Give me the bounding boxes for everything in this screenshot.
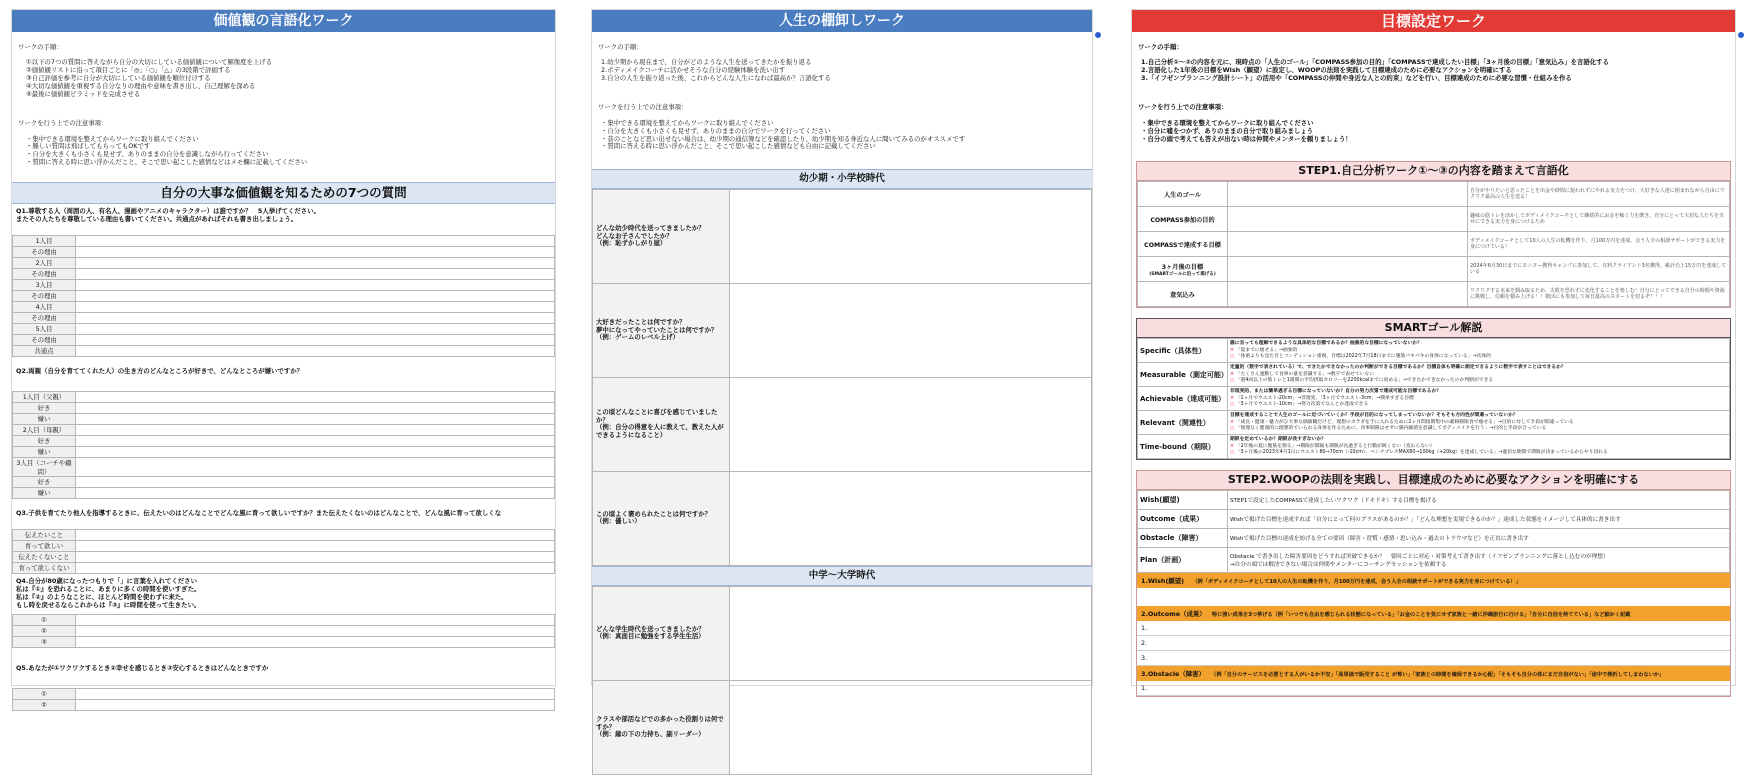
step1-label-text: COMPASSで達成する目標	[1144, 241, 1221, 249]
instruction-line: ④大切な価値観を重視する自分なりの理由や意味を書き出し、自己理解を深める	[26, 81, 256, 90]
answer-cell[interactable]	[76, 476, 555, 487]
woop-desc: Wishで掲げた目標を達成すれば「自分にとって何のプラスがあるのか？」「どんな理想を実現できるのか？」達成した状態をイメージして具体的に書き出す	[1228, 510, 1730, 529]
instruction-line: ・自分を大きくも小さくも見せず、ありのままの自分でワークを行ってください	[601, 126, 831, 135]
wish-input[interactable]	[1137, 588, 1730, 606]
step1-table	[1137, 181, 1730, 307]
woop-label: Outcome（成果）	[1138, 510, 1228, 529]
sheet3-title: 目標設定ワーク	[1132, 10, 1735, 32]
question-cell: 大好きだったことは何ですか？ 夢中になってやっていたことは何ですか？ （例：ゲームのレベル上げ）	[593, 283, 730, 377]
smart-good-text: 「週4回以上の筋トレと1週間の平均摂取カロリーを2200kcalまでに収める」→できたかできなかったのか判断ができる	[1235, 377, 1494, 383]
step1-answer[interactable]	[1228, 207, 1468, 232]
row-label: 好き	[13, 402, 76, 413]
row-label: 嫌い	[13, 487, 76, 498]
answer-row	[13, 614, 555, 625]
instruction-line: 2.ボディメイクコーチに活かせそうな自分の経験体験を洗い出す	[601, 66, 786, 75]
instruction-line: ・集中できる環境を整えてからワークに取り組んでください	[26, 134, 199, 143]
step1-label	[1138, 282, 1228, 307]
numbered-row[interactable]: 3.	[1137, 651, 1730, 666]
sheet-life-inventory	[592, 10, 1092, 739]
instruction-line: ・自分の頭で考えても答えが出ない時は仲間やメンターを頼りましょう！	[1141, 134, 1352, 143]
instruction-line: 1.幼少期から現在まで、自分がどのような人生を送ってきたかを振り返る	[601, 58, 812, 67]
sheet1-instructions	[12, 32, 555, 179]
smart-good	[1230, 402, 1727, 408]
instruction-line: 3.「イフゼンプランニング設計シート」の活用や「COMPASSの仲間や身近な人との約束」などを行い、目標達成のために必要な習慣・仕組みを作る	[1141, 73, 1572, 82]
step1-title: STEP1.自己分析ワーク①〜③の内容を踏まえて言語化	[1137, 162, 1730, 181]
row-label: 伝えたくないこと	[13, 551, 76, 562]
answer-row	[13, 562, 555, 573]
answer-cell[interactable]	[730, 471, 1092, 565]
answer-cell[interactable]	[76, 246, 555, 257]
wish-label: 1.Wish(願望)	[1141, 577, 1185, 586]
step1-example: 自分がやりたいと思ったことを出金や時間に捉われずにやれる実力をつけ、大好きな人達に囲まれながら自由にワクワク最高の人生を送る！	[1468, 182, 1730, 207]
q1-text: Q1.尊敬する人（周囲の人、有名人、漫画やアニメのキャラクター）は誰ですか？ 5人挙げてください。 またその人たちを尊敬している理由も書いてください。共通点があればそれも書き出しましょう。	[16, 206, 320, 223]
answer-cell[interactable]	[76, 334, 555, 345]
row-label: 1人目（父親）	[13, 391, 76, 402]
answer-cell[interactable]	[76, 235, 555, 246]
smart-label: Time-bound（期限）	[1138, 435, 1228, 459]
answer-row	[13, 391, 555, 402]
obstacle-example: （例「自分のサービスを必要とする人がいるか不安」「高単価で販売すること が怖い」「家族との時間を確保できるか心配」「そもそも自分の体にまだ自信がない」「途中で挫折してしまわないか」	[1211, 672, 1665, 679]
outcome-example: 特に強い成果を3つ挙げる（例「いつでも自由を感じられる状態になっている」「お金のことを気にせず家族と一緒に沖縄旅行に行ける」「自分に自信を持てている」など細かく記載	[1211, 612, 1631, 619]
childhood-table	[592, 189, 1092, 566]
step1-example: ボディメイクコーチとして10人の人生の転機を作り、月100万円を達成、会う人全の相談サポートができる実力を身につけている！	[1468, 232, 1730, 257]
woop-desc: Obstacle で書き出した障害要因をどうすれば突破できるか？ 要因ごとに対応・対策考えて書き出す（イフゼンプランニングに落とし込むのが理想） →自分の頭では解決できない場合は仲間やメンターにコーチングセッションを依頼する	[1228, 548, 1730, 573]
q4-table	[12, 614, 555, 648]
smart-row	[1138, 339, 1730, 363]
step1-answer[interactable]	[1228, 282, 1468, 307]
answer-cell[interactable]	[76, 279, 555, 290]
answer-row	[13, 529, 555, 540]
smart-good-text: 「3ヶ月でウエスト-10cm」→努力次第でなんとか達成できる	[1235, 401, 1369, 407]
answer-row	[13, 290, 555, 301]
answer-row	[13, 424, 555, 435]
smart-content	[1228, 411, 1730, 435]
woop-row	[1138, 510, 1730, 529]
answer-cell[interactable]	[76, 268, 555, 279]
sheet3-notes-heading: ワークを行う上での注意事項：	[1138, 103, 1228, 112]
answer-cell[interactable]	[76, 312, 555, 323]
smart-good	[1230, 378, 1727, 384]
circle-icon: ○	[1230, 449, 1236, 455]
step1-label	[1138, 182, 1228, 207]
wish-example: （例「ボディメイクコーチとして10人の人生の転機を作り、月100万円を達成、会う人全の相談サポートができる実力を身につけている！」	[1192, 579, 1521, 586]
smart-desc: 目標を達成することで人生のゴールに近づいていくか？手段が目的になってしまっていないか？そもそも方向性が間違っていないか？	[1230, 413, 1518, 419]
answer-row	[13, 699, 555, 710]
woop-desc: STEP1で設定したCOMPASSで達成したいワクワク（ドキドキ）する目標を掲げる	[1228, 491, 1730, 510]
row-label: 育って欲しい	[13, 540, 76, 551]
answer-cell[interactable]	[76, 540, 555, 551]
answer-row	[13, 268, 555, 279]
row-label: 2人目（母親）	[13, 424, 76, 435]
answer-row	[13, 636, 555, 647]
answer-cell[interactable]	[730, 283, 1092, 377]
sheet2-notes-heading: ワークを行う上での注意事項：	[598, 103, 688, 112]
answer-cell[interactable]	[76, 446, 555, 457]
answer-cell[interactable]	[76, 529, 555, 540]
cross-icon: ✕	[1230, 419, 1236, 425]
section-childhood: 幼少期・小学校時代	[592, 169, 1092, 189]
step1-row	[1138, 207, 1730, 232]
step1-row	[1138, 257, 1730, 282]
answer-cell[interactable]	[76, 290, 555, 301]
woop-row	[1138, 491, 1730, 510]
sheet2-notes-list	[598, 120, 1086, 151]
sheet-goal-setting	[1132, 10, 1735, 693]
question-row	[593, 586, 1092, 680]
answer-cell[interactable]	[76, 257, 555, 268]
row-label: 4人目	[13, 301, 76, 312]
answer-cell[interactable]	[76, 345, 555, 356]
instruction-line: 3.自分の人生を振り返った後、これからどんな人生になれば最高か？言語化する	[601, 73, 831, 82]
answer-cell[interactable]	[730, 189, 1092, 283]
answer-row	[13, 487, 555, 498]
instruction-line: ・集中できる環境を整えてからワークに取り組んでください	[601, 118, 774, 127]
smart-label: Specific（具体性）	[1138, 339, 1228, 363]
sheet2-instr-heading: ワークの手順：	[598, 42, 643, 51]
instruction-line: 1.自己分析①〜③の内容を元に、現時点の「人生のゴール」「COMPASS参加の目的」「COMPASSで達成したい目標」「3ヶ月後の目標」「意気込み」を言語化する	[1141, 58, 1609, 67]
obstacle-bar	[1137, 666, 1730, 681]
circle-icon: ○	[1230, 425, 1236, 431]
woop-row	[1138, 548, 1730, 573]
smart-bad-text: 「1ヶ月でウエスト-20cm」→非現実、「3ヶ月でウエスト-3cm」→簡単すぎる目標	[1235, 395, 1414, 401]
outcome-label: 2.Outcome（成果）	[1141, 610, 1206, 619]
answer-row	[13, 402, 555, 413]
cross-icon: ✕	[1230, 371, 1236, 377]
step1-example: 2024年6月30日までにモニター獲得キャンプに参加して、有料クライアント3名獲得、累計売上15万円を達成している	[1468, 257, 1730, 282]
question-cell: どんな学生時代を送ってきましたか？ （例：真面目に勉強をする学生生活）	[593, 586, 730, 680]
smart-good	[1230, 450, 1727, 456]
smart-row	[1138, 435, 1730, 459]
instruction-line: 2.言語化した1年後の目標をWish（願望）に設定し、WOOPの法則を実践して目標達成のために必要なアクションを明確にする	[1141, 66, 1512, 75]
outcome-bar	[1137, 606, 1730, 621]
sheet1-instr-heading: ワークの手順：	[18, 42, 63, 51]
woop-desc: Wishで掲げた目標の達成を妨げる全ての要因（障害・習慣・感情・思い込み・過去のトラウマなど）を正直に書き出す	[1228, 529, 1730, 548]
sheet1-title: 価値観の言語化ワーク	[12, 10, 555, 32]
smart-desc: 定量的（数字で表されている）で、できたかできなかったのか判断ができる目標であるか？目標自体も明確に測定できるように数字で表すことはできるか？	[1230, 365, 1566, 371]
outcome-list	[1137, 621, 1730, 666]
step1-row	[1138, 282, 1730, 307]
smart-title: SMARTゴール解説	[1137, 319, 1730, 338]
smart-label: Relevant（関連性）	[1138, 411, 1228, 435]
answer-row	[13, 301, 555, 312]
row-label: 3人目	[13, 279, 76, 290]
woop-row	[1138, 529, 1730, 548]
step1-example: ワクワクする未来を掴み取るため、失敗を恐れずに変化することを楽しむ！自分にとってできる自分の時間や資源に挑戦し、信頼を積み上げる！！朝活にも参加して毎日最高のスタートを切るぞ！！！	[1468, 282, 1730, 307]
row-label: ①	[13, 688, 76, 699]
row-label: 嫌い	[13, 413, 76, 424]
smart-bad-text: 「たくさん運動して食事の量を意識する」→数字で表せていない	[1235, 371, 1375, 377]
woop-table	[1137, 490, 1730, 573]
instruction-line: ⑤最後に価値観ピラミッドを完成させる	[26, 89, 141, 98]
answer-row	[13, 540, 555, 551]
smart-bad-text: 「成長・健康・魅力がひ大事な価値観だけど、理想のカラダを手に入れるために2ヶ月間短期集中の厳格制限食で痩せる」→目的に対して手段が間違っている	[1235, 419, 1574, 425]
smart-good	[1230, 354, 1727, 360]
question-row	[593, 189, 1092, 283]
row-label: 1人目	[13, 235, 76, 246]
smart-content	[1228, 387, 1730, 411]
smart-good	[1230, 426, 1727, 432]
answer-cell[interactable]	[76, 391, 555, 402]
numbered-row[interactable]: 1.	[1137, 621, 1730, 636]
sheet1-section-title: 自分の大事な価値観を知るための7つの質問	[12, 182, 555, 204]
smart-good-text: 「3ヶ月後の2023年4月1日にウエスト80→70cm（-10cm）、ベンチプレスMAX80→100kg（+20kg）を達成している」→適切な期間で期限が決まっているからやり切れる	[1235, 449, 1608, 455]
answer-row	[13, 476, 555, 487]
answer-row	[13, 279, 555, 290]
step1-answer[interactable]	[1228, 257, 1468, 282]
smart-good-text: 「体重よりも見た目とコンディション重視、目標は2022年7月18日までに腹筋バキバキの身体になっている」→具体的	[1235, 353, 1491, 359]
answer-row	[13, 551, 555, 562]
row-label: ②	[13, 699, 76, 710]
smart-good-text: 「無理なく健康的に理想的でいられる身体を作るために、食事制限はせずに腸内細菌を意識してボディメイクを行う」→目的と手段が合っている	[1235, 425, 1547, 431]
answer-cell[interactable]	[76, 636, 555, 647]
row-label: 好き	[13, 435, 76, 446]
answer-cell[interactable]	[76, 688, 555, 699]
numbered-row[interactable]: 1.	[1137, 681, 1730, 696]
step1-label-text: 人生のゴール	[1163, 191, 1201, 199]
answer-cell[interactable]	[76, 614, 555, 625]
question-cell: どんな幼少時代を送ってきましたか？ どんなお子さんでしたか？ （例：恥ずかしがり屋）	[593, 189, 730, 283]
answer-cell[interactable]	[76, 424, 555, 435]
wish-bar	[1137, 573, 1730, 588]
step1-label-text: 意気込み	[1170, 291, 1195, 299]
step1-row	[1138, 182, 1730, 207]
q4-text: Q4.自分が80歳になったつもりで「」に言葉を入れてください 私は『①』を恐れることに、あまりに多くの時間を使いすぎた。 私は『②』のようなことに、ほとんど時間を使わずに来た。 もし時を戻せるならこれからは『③』に時間を使って生きたい。	[16, 576, 201, 609]
row-label: 伝えたいこと	[13, 529, 76, 540]
sheet-values-work	[12, 10, 555, 709]
smart-row	[1138, 363, 1730, 387]
row-label: 好き	[13, 476, 76, 487]
sheet2-instructions	[592, 32, 1092, 163]
school-table	[592, 586, 1092, 775]
answer-row	[13, 435, 555, 446]
circle-icon: ○	[1230, 377, 1236, 383]
instruction-line: ③自己評価を参考に自分が大切にしている価値観を順位付けする	[26, 73, 211, 82]
row-label: その理由	[13, 246, 76, 257]
answer-cell[interactable]	[76, 457, 555, 476]
woop-label: Obstacle（障害）	[1138, 529, 1228, 548]
smart-label: Measurable（測定可能）	[1138, 363, 1228, 387]
woop-label: Wish(願望)	[1138, 491, 1228, 510]
question-cell: クラスや部活などでの多かった役割りは何ですか？ （例：縁の下の力持ち、副リーダー）	[593, 680, 730, 774]
answer-cell[interactable]	[76, 301, 555, 312]
q1-table	[12, 235, 555, 357]
step1-label-text: 3ヶ月後の目標	[1161, 263, 1204, 271]
q5-table	[12, 688, 555, 711]
sheet1-notes-heading: ワークを行う上での注意事項：	[18, 118, 108, 127]
sheet1-instr-list	[18, 59, 549, 98]
smart-bad-text: 「2年後の夏に腹筋を割る」→期限が間隔も期限が長過ぎると行動が鈍くない（変わらない）	[1235, 443, 1435, 449]
answer-cell[interactable]	[76, 699, 555, 710]
answer-row	[13, 312, 555, 323]
answer-cell[interactable]	[76, 551, 555, 562]
circle-icon: ○	[1230, 401, 1236, 407]
smart-row	[1138, 387, 1730, 411]
answer-row	[13, 246, 555, 257]
q3-table	[12, 529, 555, 574]
smart-desc: 誰に言っても理解できるような具体的な目標であるか？抽象的な目標になっていないか？	[1230, 341, 1422, 347]
row-label: 3人目（コーチや顧問）	[13, 457, 76, 476]
selection-handle[interactable]	[1095, 32, 1101, 38]
step2-title: STEP2.WOOPの法則を実践し、目標達成のために必要なアクションを明確にする	[1137, 471, 1730, 490]
answer-row	[13, 323, 555, 334]
instruction-line: ②価値観リストに沿って項目ごとに「◎」「○」「△」の3段階で評価する	[26, 66, 231, 75]
sheet2-title: 人生の棚卸しワーク	[592, 10, 1092, 32]
answer-row	[13, 345, 555, 356]
question-row	[593, 377, 1092, 471]
question-cell: この頃よく褒められたことは何ですか？ （例：優しい）	[593, 471, 730, 565]
answer-cell[interactable]	[730, 586, 1092, 680]
answer-row	[13, 235, 555, 246]
row-label: その理由	[13, 268, 76, 279]
answer-cell[interactable]	[76, 625, 555, 636]
smart-content	[1228, 363, 1730, 387]
smart-label: Achievable（達成可能）	[1138, 387, 1228, 411]
step1-answer[interactable]	[1228, 182, 1468, 207]
row-label: 2人目	[13, 257, 76, 268]
smart-bad-text: 「夏までに痩せる」→抽象的	[1235, 347, 1298, 353]
obstacle-list	[1137, 681, 1730, 696]
instruction-line: ・昔のことなど思い出せない場合は、幼少期の通信簿などを確認したり、幼少期を知る身近な人に聞いてみるのがオススメです	[601, 134, 966, 143]
answer-cell[interactable]	[76, 413, 555, 424]
q3-text: Q3.子供を育てたり他人を指導するときに、伝えたいのはどんなことでどんな風に育って欲しいですか？また伝えたくないのはどんなことで、どんな風に育って欲しくな	[16, 508, 502, 517]
numbered-row[interactable]: 2.	[1137, 636, 1730, 651]
instruction-line: ・難しい質問は飛ばしてもらってもOKです	[26, 142, 151, 151]
step1-row	[1138, 232, 1730, 257]
sheet3-notes-list	[1138, 120, 1729, 143]
cross-icon: ✕	[1230, 395, 1236, 401]
cross-icon: ✕	[1230, 347, 1236, 353]
row-label: ②	[13, 625, 76, 636]
row-label: その理由	[13, 290, 76, 301]
answer-row	[13, 457, 555, 476]
smart-row	[1138, 411, 1730, 435]
row-label: 嫌い	[13, 446, 76, 457]
q2-table	[12, 391, 555, 499]
answer-cell[interactable]	[730, 680, 1092, 774]
row-label: 5人目	[13, 323, 76, 334]
question-row	[593, 680, 1092, 774]
question-row	[593, 471, 1092, 565]
answer-cell[interactable]	[76, 435, 555, 446]
question-cell: この頃どんなことに喜びを感じていましたか？ （例：自分の得意を人に教えて、教えた人ができるようになること）	[593, 377, 730, 471]
instruction-line: ①以下の7つの質問に答えながら自分の大切にしている価値観について解像度を上げる	[26, 58, 273, 67]
answer-row	[13, 625, 555, 636]
step1-example: 趣味の筋トレを活かしてボディメイクコーチとして継続的にお金を稼ぐ力を磨き、自分にとって大切な人たちを幸せにできる実力を身につけるため	[1468, 207, 1730, 232]
answer-cell[interactable]	[76, 323, 555, 334]
sheet3-instructions	[1132, 32, 1735, 155]
instruction-line: ・自分を大きくも小さくも見せず、ありのままの自分を意識しながら行ってください	[26, 150, 269, 159]
selection-handle-right[interactable]	[1738, 32, 1744, 38]
instruction-line: ・自分に嘘をつかず、ありのままの自分で取り組みましょう	[1141, 126, 1314, 135]
instruction-line: ・質問に答える時に思い浮かんだこと、そこで思い起こした感情などはメモ欄に記載してください	[26, 157, 308, 166]
answer-row	[13, 413, 555, 424]
instruction-line: ・集中できる環境を整えてからワークに取り組んでください	[1141, 118, 1314, 127]
smart-desc: 期限を定めているか？期限が長すぎないか？	[1230, 437, 1326, 443]
step1-label	[1138, 207, 1228, 232]
answer-cell[interactable]	[730, 377, 1092, 471]
answer-row	[13, 334, 555, 345]
step1-label	[1138, 232, 1228, 257]
answer-row	[13, 446, 555, 457]
sheet3-instr-heading: ワークの手順：	[1138, 42, 1183, 51]
row-label: その理由	[13, 334, 76, 345]
sheet1-notes-list	[18, 136, 549, 167]
section-school: 中学〜大学時代	[592, 566, 1092, 586]
answer-row	[13, 257, 555, 268]
row-label: ①	[13, 614, 76, 625]
smart-desc: 非現実的、または簡単過ぎる目標になっていないか？自分の努力次第で達成可能な目標であるか？	[1230, 389, 1442, 395]
answer-cell[interactable]	[76, 487, 555, 498]
q2-text: Q2.両親（自分を育ててくれた人）の生き方のどんなところが好きで、どんなところが嫌いですか？	[16, 366, 303, 375]
sheet2-instr-list	[598, 59, 1086, 82]
answer-cell[interactable]	[76, 562, 555, 573]
step1-sublabel: (SMARTゴールに沿って掲げる)	[1149, 271, 1216, 277]
woop-label: Plan（計画）	[1138, 548, 1228, 573]
answer-row	[13, 688, 555, 699]
step1-label-text: COMPASS参加の目的	[1150, 216, 1215, 224]
q5-text: Q5.あなたが①ワクワクするとき②幸せを感じるとき③安心するときはどんなときですか	[16, 663, 269, 672]
step1-label	[1138, 257, 1228, 282]
question-row	[593, 283, 1092, 377]
row-label: ③	[13, 636, 76, 647]
row-label: 育って欲しくない	[13, 562, 76, 573]
sheet3-instr-list	[1138, 59, 1729, 82]
answer-cell[interactable]	[76, 402, 555, 413]
smart-table	[1137, 338, 1730, 459]
circle-icon: ○	[1230, 353, 1236, 359]
obstacle-label: 3.Obstacle（障害）	[1141, 670, 1205, 679]
instruction-line: ・質問に答える時に思い浮かんだこと、そこで思い起こした感情なども自由に記載してください	[601, 142, 876, 151]
smart-content	[1228, 339, 1730, 363]
row-label: 共通点	[13, 345, 76, 356]
cross-icon: ✕	[1230, 443, 1236, 449]
smart-content	[1228, 435, 1730, 459]
step1-answer[interactable]	[1228, 232, 1468, 257]
row-label: その理由	[13, 312, 76, 323]
